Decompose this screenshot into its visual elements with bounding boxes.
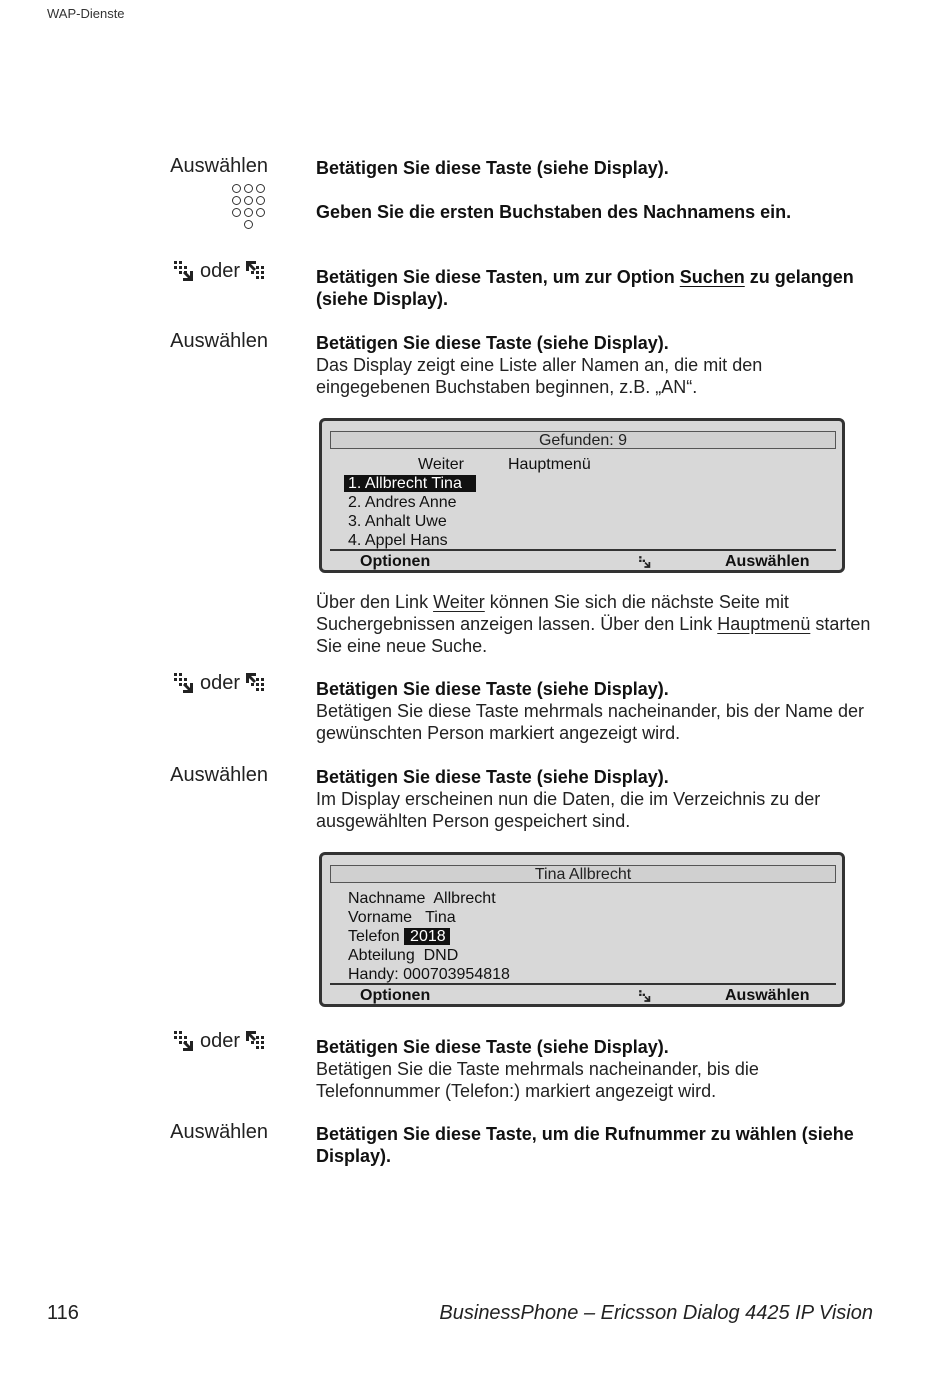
section-header: WAP-Dienste bbox=[47, 6, 125, 21]
oder-label: oder bbox=[199, 1029, 240, 1052]
step-4-text: Das Display zeigt eine Liste aller Namen an, die mit den eingegebenen Buchstaben beginnen, z.B. „AN“. bbox=[316, 355, 763, 397]
instruction-step-2: Geben Sie die ersten Buchstaben des Nachnamens ein. bbox=[316, 202, 792, 222]
instruction-step-5 bbox=[316, 591, 876, 657]
scroll-icon bbox=[638, 555, 652, 569]
softkey-bar bbox=[330, 549, 836, 573]
list-item-selected bbox=[344, 475, 476, 493]
softkey-label-auswaehlen: Auswählen bbox=[170, 1121, 268, 1143]
list-item: 3. Anhalt Uwe bbox=[348, 513, 447, 530]
page-number: 116 bbox=[47, 1302, 79, 1324]
field-abteilung: Abteilung DND bbox=[348, 947, 459, 964]
softkey-label-auswaehlen: Auswählen bbox=[170, 330, 268, 352]
footer-title: BusinessPhone – Ericsson Dialog 4425 IP Vision bbox=[439, 1302, 873, 1324]
softkey-label-auswaehlen: Auswählen bbox=[170, 764, 268, 786]
oder-label: oder bbox=[199, 259, 240, 282]
step-5-text-b: können Sie sich die nächste Seite mit Suchergebnissen anzeigen lassen. Über den Link bbox=[316, 592, 789, 634]
instruction-step-4 bbox=[316, 332, 876, 398]
softkey-label-auswaehlen: Auswählen bbox=[170, 155, 268, 177]
phone-display-search-results bbox=[319, 418, 845, 573]
arrow-down-icon bbox=[172, 1029, 196, 1053]
navigation-keys bbox=[172, 1029, 268, 1053]
step-7-text: Im Display erscheinen nun die Daten, die im Verzeichnis zu der ausgewählten Person gespeichert sind. bbox=[316, 789, 821, 831]
instruction-step-7 bbox=[316, 766, 876, 832]
link-weiter: Weiter bbox=[418, 456, 464, 473]
step-8-bold: Betätigen Sie diese Taste (siehe Display). bbox=[316, 1037, 669, 1057]
link-weiter-text: Weiter bbox=[433, 592, 485, 612]
step-3-text-b: zu gelangen (siehe Display). bbox=[316, 267, 854, 309]
softkey-optionen: Optionen bbox=[360, 987, 431, 1004]
arrow-up-icon bbox=[244, 671, 268, 695]
instruction-step-3 bbox=[316, 266, 876, 310]
telefon-label: Telefon bbox=[348, 928, 400, 945]
telefon-value-selected: 2018 bbox=[404, 928, 450, 945]
softkey-bar bbox=[330, 983, 836, 1007]
link-hauptmenu-text: Hauptmenü bbox=[717, 614, 811, 634]
list-item: 4. Appel Hans bbox=[348, 532, 448, 549]
field-vorname: Vorname Tina bbox=[348, 909, 456, 926]
link-hauptmenu: Hauptmenü bbox=[508, 456, 591, 473]
step-5-text-c: starten Sie eine neue Suche. bbox=[316, 614, 871, 656]
arrow-down-icon bbox=[172, 259, 196, 283]
arrow-up-icon bbox=[244, 259, 268, 283]
step-8-text: Betätigen Sie die Taste mehrmals nacheinander, bis die Telefonnummer (Telefon:) markiert angezeigt wird. bbox=[316, 1059, 759, 1101]
list-item: 2. Andres Anne bbox=[348, 494, 457, 511]
link-suchen: Suchen bbox=[679, 267, 745, 287]
instruction-step-6 bbox=[316, 678, 876, 744]
instruction-step-8 bbox=[316, 1036, 876, 1102]
instruction-step-1: Betätigen Sie diese Taste (siehe Display). bbox=[316, 158, 669, 178]
field-telefon bbox=[348, 928, 450, 946]
instruction-step-9: Betätigen Sie diese Taste, um die Rufnummer zu wählen (siehe Display). bbox=[316, 1124, 854, 1166]
scroll-icon bbox=[638, 989, 652, 1003]
step-4-bold: Betätigen Sie diese Taste (siehe Display). bbox=[316, 333, 669, 353]
display-title: Tina Allbrecht bbox=[330, 865, 836, 883]
oder-label: oder bbox=[199, 671, 240, 694]
navigation-keys bbox=[172, 259, 268, 283]
field-handy: Handy: 000703954818 bbox=[348, 966, 510, 983]
softkey-auswaehlen: Auswählen bbox=[725, 553, 810, 570]
field-nachname: Nachname Allbrecht bbox=[348, 890, 496, 907]
step-3-text-a: Betätigen Sie diese Tasten, um zur Option bbox=[316, 267, 680, 287]
step-7-bold: Betätigen Sie diese Taste (siehe Display). bbox=[316, 767, 669, 787]
list-item-label: 1. Allbrecht Tina bbox=[344, 475, 476, 492]
softkey-optionen: Optionen bbox=[360, 553, 431, 570]
step-6-text: Betätigen Sie diese Taste mehrmals nacheinander, bis der Name der gewünschten Person markiert angezeigt wird. bbox=[316, 701, 864, 743]
step-6-bold: Betätigen Sie diese Taste (siehe Display). bbox=[316, 679, 669, 699]
display-title: Gefunden: 9 bbox=[330, 431, 836, 449]
navigation-keys bbox=[172, 671, 268, 695]
softkey-auswaehlen: Auswählen bbox=[725, 987, 810, 1004]
arrow-up-icon bbox=[244, 1029, 268, 1053]
step-5-text-a: Über den Link bbox=[316, 592, 434, 612]
arrow-down-icon bbox=[172, 671, 196, 695]
phone-display-contact-details bbox=[319, 852, 845, 1007]
